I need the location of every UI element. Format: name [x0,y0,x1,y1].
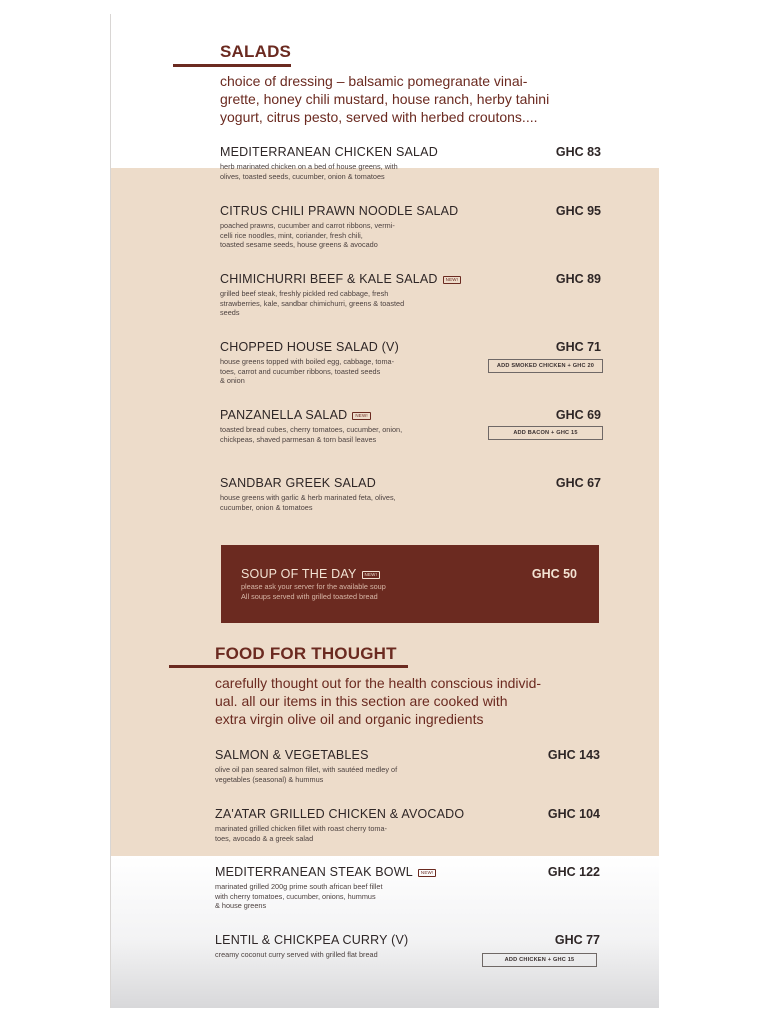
soup-name-text: SOUP OF THE DAY [241,567,357,581]
item-price: GHC 77 [554,933,600,947]
item-description: house greens with garlic & herb marinated feta, olives, cucumber, onion & tomatoes [220,493,396,512]
menu-page [110,14,659,1008]
item-name-text: PANZANELLA SALAD [220,408,348,422]
food-for-thought-intro: carefully thought out for the health conscious individ- ual. all our items in this section are cooked with extra virgin olive oil and organic ingredients [215,675,542,727]
add-smoked-chicken-button[interactable]: ADD SMOKED CHICKEN + GHC 20 [488,359,603,373]
item-name: SANDBAR GREEK SALAD [220,476,376,490]
item-price: GHC 69 [555,408,601,422]
new-badge: NEW! [418,869,437,877]
item-description: olive oil pan seared salmon fillet, with sautéed medley of vegetables (seasonal) & hummus [215,765,398,784]
item-price: GHC 67 [555,476,601,490]
item-name-text: CHIMICHURRI BEEF & KALE SALAD [220,272,438,286]
soup-of-the-day-box [221,545,599,623]
add-chicken-button[interactable]: ADD CHICKEN + GHC 15 [482,953,597,967]
soup-description: please ask your server for the available soup All soups served with grilled toasted bread [241,582,386,601]
food-for-thought-title: FOOD FOR THOUGHT [215,644,397,663]
item-name [220,272,461,286]
item-name: SALMON & VEGETABLES [215,748,369,762]
item-price: GHC 89 [555,272,601,286]
item-name: LENTIL & CHICKPEA CURRY (V) [215,933,409,947]
item-price: GHC 83 [555,145,601,159]
new-badge: NEW! [443,276,462,284]
item-name [220,408,371,422]
new-badge: NEW! [352,412,371,420]
item-description: house greens topped with boiled egg, cabbage, toma- toes, carrot and cucumber ribbons, toasted seeds & onion [220,357,395,385]
item-price: GHC 71 [555,340,601,354]
item-name: ZA'ATAR GRILLED CHICKEN & AVOCADO [215,807,465,821]
item-price: GHC 122 [547,865,600,879]
item-name: CHOPPED HOUSE SALAD (V) [220,340,399,354]
item-name: MEDITERRANEAN CHICKEN SALAD [220,145,438,159]
salads-intro: choice of dressing – balsamic pomegranate vinai- grette, honey chili mustard, house ranch, herby tahini yogurt, citrus pesto, served with herbed croutons.... [220,73,550,125]
item-price: GHC 95 [555,204,601,218]
salads-title-rule [173,64,291,67]
item-description: poached prawns, cucumber and carrot ribbons, vermi- celli rice noodles, mint, coriander, fresh chili, toasted sesame seeds, house greens & avocado [220,221,395,249]
soup-name [241,567,380,581]
item-description: marinated grilled chicken fillet with roast cherry toma- toes, avocado & a greek salad [215,824,387,843]
item-name-text: MEDITERRANEAN STEAK BOWL [215,865,413,879]
item-price: GHC 104 [547,807,600,821]
item-name: CITRUS CHILI PRAWN NOODLE SALAD [220,204,459,218]
item-description: marinated grilled 200g prime south african beef fillet with cherry tomatoes, cucumber, onions, hummus & house greens [215,882,383,910]
item-price: GHC 143 [547,748,600,762]
item-description: toasted bread cubes, cherry tomatoes, cucumber, onion, chickpeas, shaved parmesan & torn basil leaves [220,425,403,444]
food-for-thought-rule [169,665,408,668]
item-description: herb marinated chicken on a bed of house greens, with olives, toasted seeds, cucumber, onion & tomatoes [220,162,398,181]
salads-title: SALADS [220,42,292,61]
new-badge: NEW! [362,571,381,579]
item-description: creamy coconut curry served with grilled flat bread [215,950,378,959]
item-name [215,865,436,879]
add-bacon-button[interactable]: ADD BACON + GHC 15 [488,426,603,440]
item-description: grilled beef steak, freshly pickled red cabbage, fresh strawberries, kale, sandbar chimichurri, greens & toasted seeds [220,289,405,317]
soup-price: GHC 50 [531,567,577,581]
